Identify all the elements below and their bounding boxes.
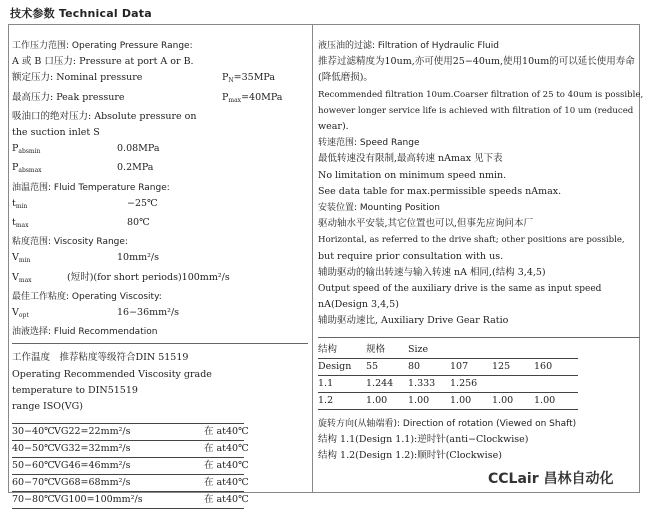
filtration-heading: 液压油的过滤: Filtration of Hydraulic Fluid (318, 41, 499, 51)
size-cell: 80 (408, 360, 421, 372)
ratio-cell: 1.00 (492, 394, 514, 406)
design-cell: 1.2 (318, 394, 334, 406)
at-cell: 在 at40℃ (204, 443, 249, 455)
table-row (12, 458, 249, 475)
mounting-en-4: nA(Design 3,4,5) (318, 299, 399, 311)
tmin-symbol: $t_{min}$ (12, 197, 28, 210)
nominal-pressure-value: =35MPa (233, 72, 276, 84)
op-temp-line-3: temperature to DIN51519 (12, 384, 138, 396)
design-label-cell: Design (318, 360, 352, 372)
speed-cn: 最低转速没有限制,最高转速 nAmax 见下表 (318, 153, 503, 165)
mounting-cn: 驱动轴水平安装,其它位置也可以,但事先应询问本厂 (318, 218, 534, 230)
ratio-cell: 1.00 (534, 394, 556, 406)
size-cell: 160 (534, 360, 553, 372)
left-column (12, 38, 308, 509)
abs-max-row (12, 160, 308, 179)
suction-line-1: 吸油口的绝对压力: Absolute pressure on (12, 110, 197, 122)
right-column (318, 38, 644, 464)
vmin-symbol: $V_{min}$ (12, 252, 31, 265)
design-size-row (318, 358, 578, 376)
filtration-cn-2: (降低磨损)。 (318, 72, 373, 84)
tmax-row (12, 215, 308, 234)
size-cell: 107 (450, 360, 469, 372)
speed-en-2: See data table for max.permissible speeds nAmax. (318, 185, 562, 197)
temp-range-cell: 60−70℃ (12, 477, 55, 489)
nominal-pressure-label: 额定压力: Nominal pressure (12, 72, 143, 84)
abs-max-value: 0.2MPa (117, 162, 154, 174)
filtration-en-2: however longer service life is achieved with filtration of 10 um (reduced (318, 105, 634, 116)
speed-heading: 转速范围: Speed Range (318, 138, 420, 149)
grade-cell: VG32=32mm²/s (54, 443, 131, 455)
design-cell: 1.1 (318, 377, 334, 389)
right-divider (318, 337, 640, 338)
size-cell: 125 (492, 360, 511, 372)
ratio-cell: 1.244 (366, 377, 394, 389)
table-row (12, 475, 249, 492)
abs-max-symbol: $P_{absmax}$ (12, 162, 42, 175)
table-row (12, 492, 249, 509)
at-cell: 在 at40℃ (204, 494, 249, 506)
ratio-cell: 1.256 (450, 377, 478, 389)
at-cell: 在 at40℃ (204, 460, 249, 472)
abs-min-symbol: $P_{absmin}$ (12, 143, 41, 156)
vopt-row (12, 305, 308, 324)
ratio-cell: 1.00 (408, 394, 430, 406)
port-pressure-line: A 或 B 口压力: Pressure at port A or B. (12, 56, 194, 68)
nominal-pressure-symbol: $P_N$ (222, 72, 234, 85)
nominal-pressure-row (12, 70, 308, 89)
opt-visc-heading: 最佳工作粘度: Operating Viscosity: (12, 291, 162, 302)
ratio-cell (534, 376, 576, 392)
tmin-row (12, 196, 308, 215)
size-header: Size (408, 343, 429, 355)
spec-header: 规格 (366, 343, 386, 355)
column-divider (312, 24, 313, 493)
temp-heading: 油温范围: Fluid Temperature Range: (12, 182, 170, 193)
ratio-cell (492, 376, 534, 392)
at-cell: 在 at40℃ (204, 477, 249, 489)
design-table (318, 342, 578, 410)
vmin-value: 10mm²/s (117, 252, 159, 264)
table-row (12, 441, 249, 458)
mounting-heading: 安装位置: Mounting Position (318, 203, 440, 214)
mounting-en-2: but require prior consultation with us. (318, 250, 504, 262)
page-title: 技术参数 Technical Data (10, 7, 152, 20)
peak-pressure-value: =40MPa (241, 91, 283, 103)
ratio-cell: 1.333 (408, 377, 436, 389)
temp-range-cell: 50−60℃ (12, 460, 55, 472)
mounting-cn-2: 辅助驱动的输出转速与输入转速 nA 相同,(结构 3,4,5) (318, 266, 546, 278)
vopt-symbol: $V_{opt}$ (12, 307, 29, 320)
rotation-heading: 旋转方向(从轴端看): Direction of rotation (Viewed on Shaft) (318, 418, 577, 429)
peak-pressure-row (12, 90, 308, 109)
brand-watermark: CCLair 昌林自动化 (488, 471, 614, 487)
grade-cell: VG100=100mm²/s (54, 494, 143, 506)
op-temp-line-4: range ISO(VG) (12, 401, 83, 413)
gear-ratio-label: 辅助驱动速比, Auxiliary Drive Gear Ratio (318, 315, 509, 327)
table-row (318, 393, 578, 410)
tmax-value: 80℃ (127, 217, 150, 229)
filtration-en-1: Recommended filtration 10um.Coarser filtration of 25 to 40um is possible, (318, 89, 644, 100)
mounting-en-3: Output speed of the auxiliary drive is the same as input speed (318, 284, 602, 295)
size-cell: 55 (366, 360, 379, 372)
viscosity-table (12, 423, 249, 509)
grade-cell: VG46=46mm²/s (54, 460, 131, 472)
vmax-value: (短时)(for short periods)100mm²/s (67, 271, 230, 283)
speed-en-1: No limitation on minimum speed nmin. (318, 169, 507, 181)
vmax-row (12, 270, 308, 289)
ratio-cell: 1.00 (366, 394, 388, 406)
filtration-cn-1: 推荐过滤精度为10um,亦可使用25−40um,使用10um的可以延长使用寿命 (318, 56, 635, 68)
grade-cell: VG68=68mm²/s (54, 477, 131, 489)
temp-range-cell: 40−50℃ (12, 443, 55, 455)
tmin-value: −25℃ (127, 197, 158, 209)
op-temp-line-1: 工作温度 推荐粘度等级符合DIN 51519 (12, 352, 189, 364)
mounting-en-1: Horizontal, as referred to the drive shaft; other positions are possible, (318, 235, 625, 246)
visc-heading: 粘度范围: Viscosity Range: (12, 237, 128, 248)
design-table-header (318, 342, 578, 358)
vmax-symbol: $V_{max}$ (12, 271, 32, 284)
rotation-design-1-1: 结构 1.1(Design 1.1):逆时针(anti−Clockwise) (318, 433, 529, 445)
peak-pressure-symbol: $P_{max}$ (222, 91, 242, 104)
table-row (318, 376, 578, 393)
abs-min-row (12, 141, 308, 160)
vmin-row (12, 250, 308, 269)
op-temp-line-2: Operating Recommended Viscosity grade (12, 368, 212, 380)
op-pressure-heading: 工作压力范围: Operating Pressure Range: (12, 41, 193, 51)
fluid-rec-heading: 油液选择: Fluid Recommendation (12, 327, 158, 338)
temp-range-cell: 30−40℃ (12, 426, 55, 438)
filtration-en-3: wear). (318, 121, 349, 133)
design-header: 结构 (318, 343, 338, 355)
temp-range-cell: 70−80℃ (12, 494, 55, 506)
left-divider (12, 343, 308, 344)
ratio-cell: 1.00 (450, 394, 472, 406)
abs-min-value: 0.08MPa (117, 143, 160, 155)
table-row (12, 424, 249, 441)
suction-line-2: the suction inlet S (12, 127, 100, 139)
grade-cell: VG22=22mm²/s (54, 426, 131, 438)
rotation-design-1-2: 结构 1.2(Design 1.2):顺时针(Clockwise) (318, 450, 502, 462)
peak-pressure-label: 最高压力: Peak pressure (12, 91, 125, 103)
vopt-value: 16−36mm²/s (117, 307, 180, 319)
at-cell: 在 at40℃ (204, 426, 249, 438)
tmax-symbol: $t_{max}$ (12, 217, 29, 230)
